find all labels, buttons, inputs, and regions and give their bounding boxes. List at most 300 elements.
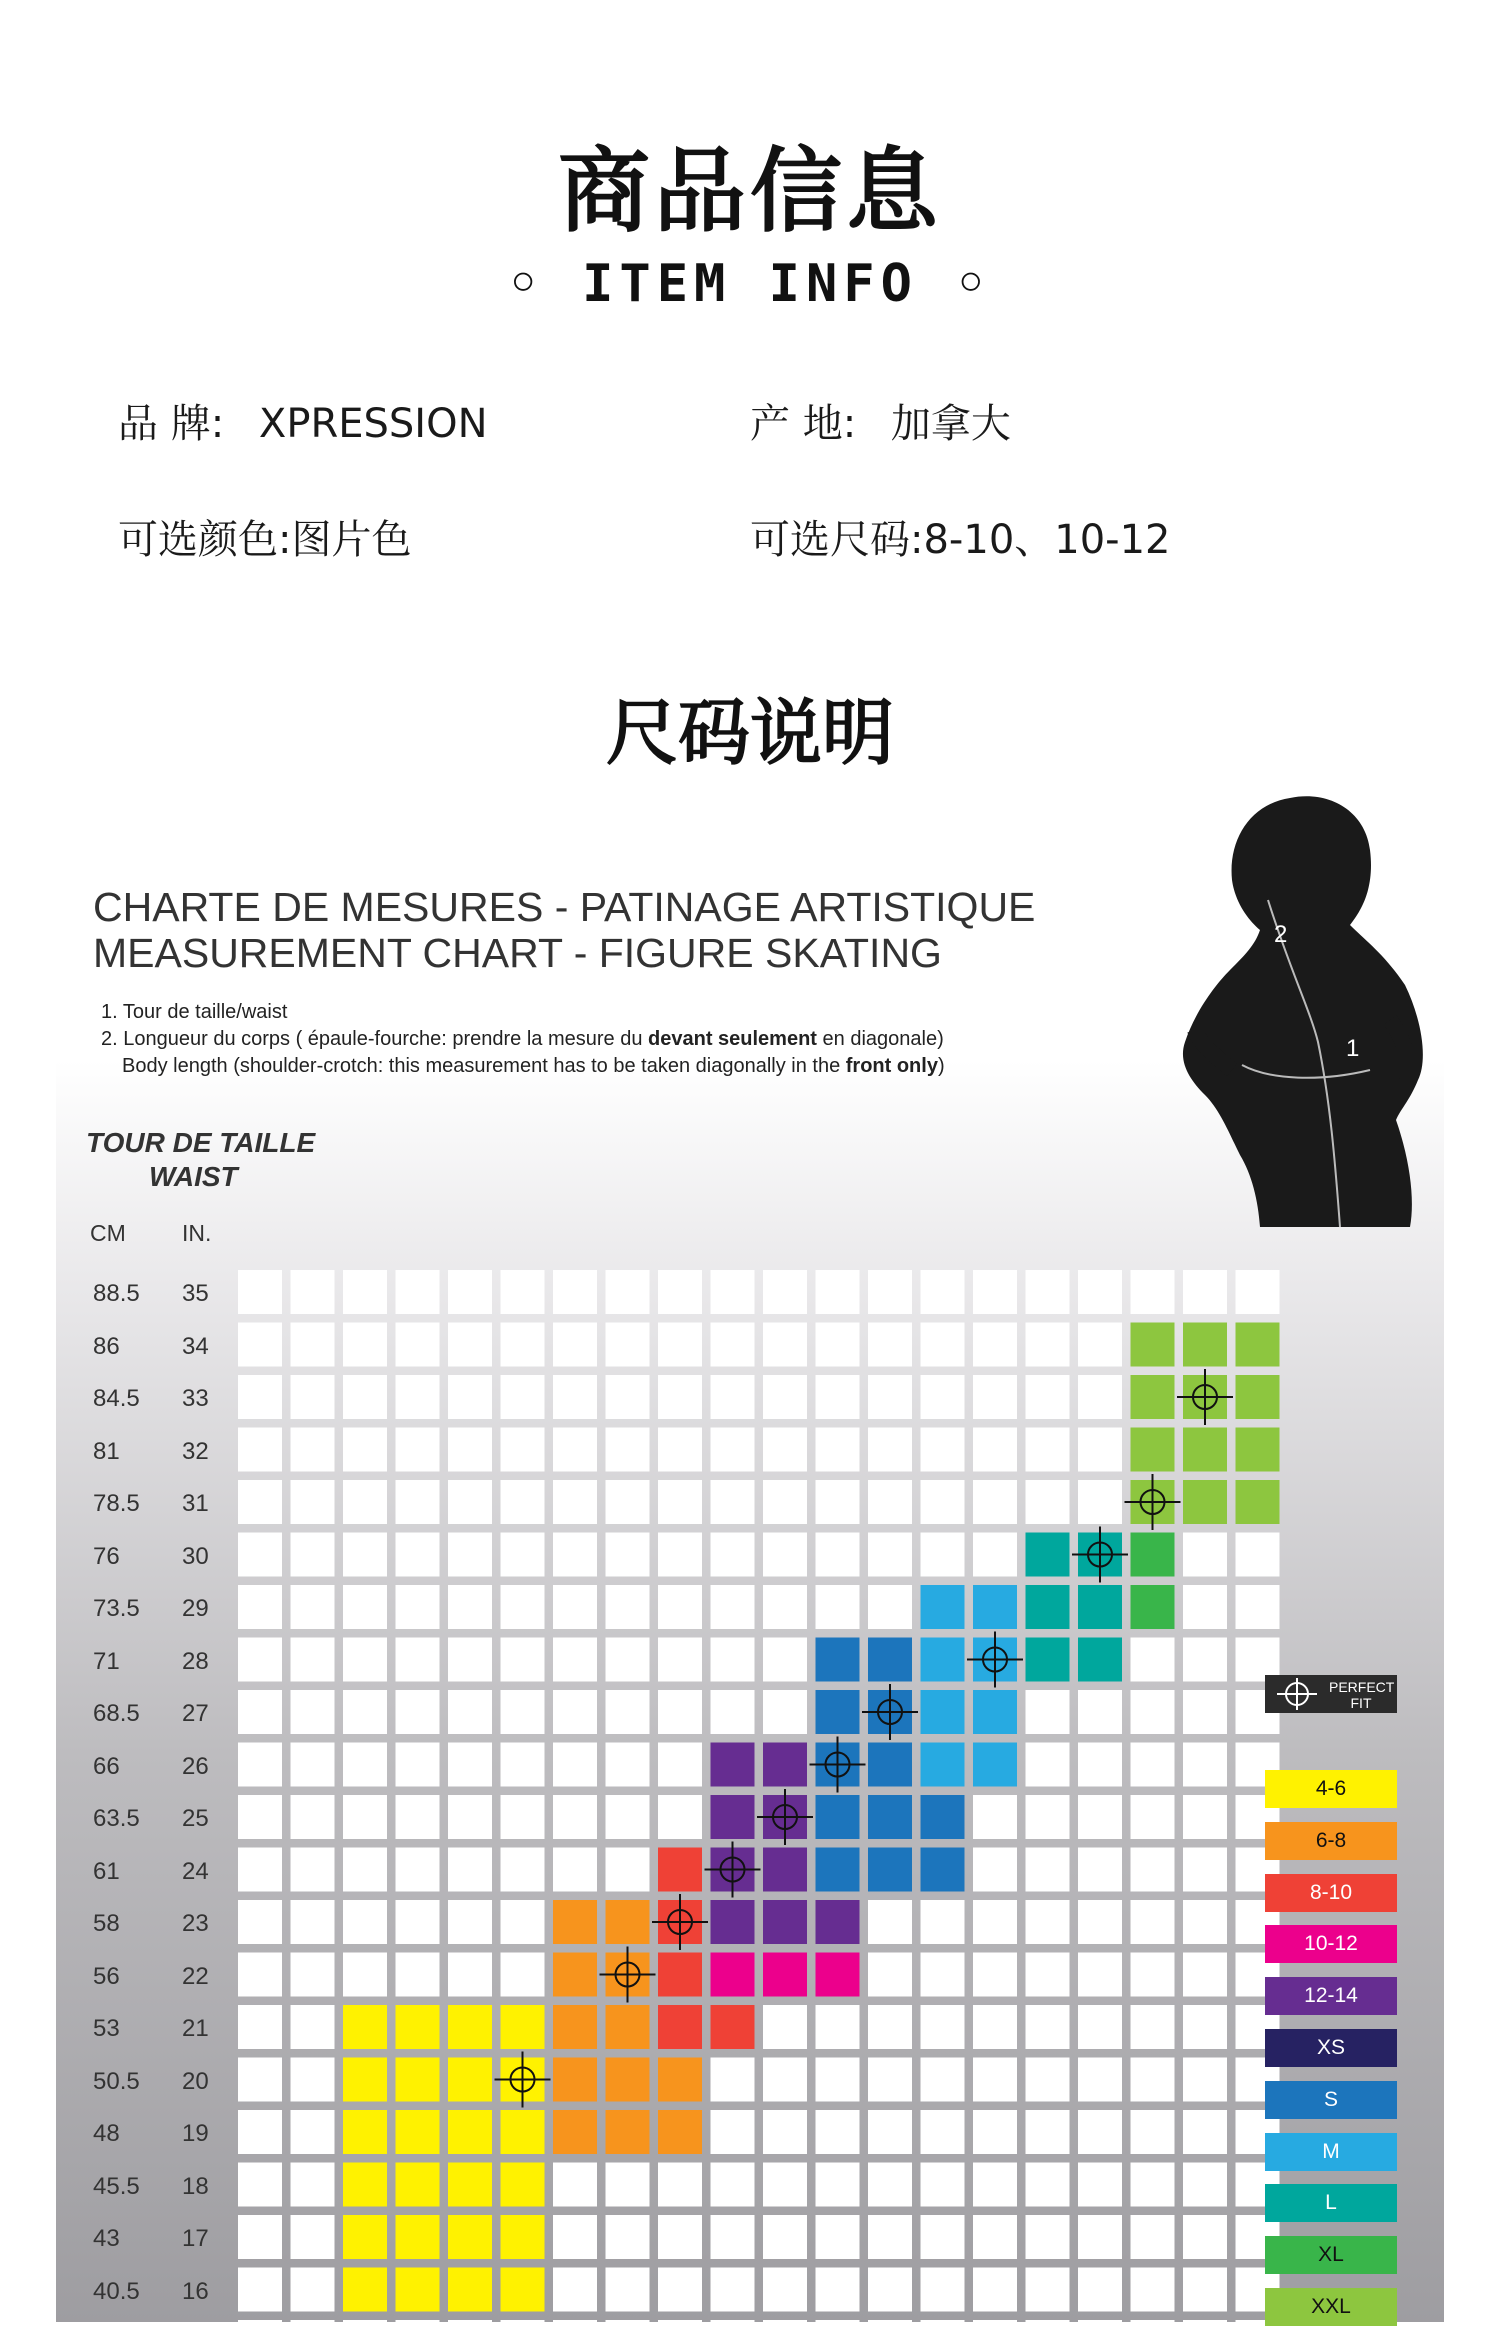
- grid-cell: [711, 1270, 755, 1314]
- size-cell: [711, 1795, 755, 1839]
- grid-cell: [868, 1375, 912, 1419]
- note-length-fr-bold: devant seulement: [648, 1028, 817, 1050]
- size-value: 8-10、10-12: [923, 517, 1171, 563]
- grid-cell: [763, 1480, 807, 1524]
- grid-cell: [501, 1690, 545, 1734]
- grid-cell: [238, 2005, 282, 2049]
- grid-cell: [606, 1270, 650, 1314]
- size-cell: [763, 1743, 807, 1787]
- grid-cell: [343, 1270, 387, 1314]
- grid-cell: [763, 1690, 807, 1734]
- grid-cell: [606, 2163, 650, 2207]
- grid-cell: [763, 1585, 807, 1629]
- axis-title-en: WAIST: [149, 1161, 238, 1192]
- grid-cell: [238, 1638, 282, 1682]
- row-label-cm: 61: [93, 1857, 120, 1885]
- size-cell: [448, 2058, 492, 2102]
- grid-cell: [1078, 2163, 1122, 2207]
- grid-cell: [396, 1743, 440, 1787]
- row-label-in: 18: [182, 2172, 209, 2200]
- size-cell: [921, 1795, 965, 1839]
- grid-cell: [1236, 1585, 1280, 1629]
- grid-cell: [1183, 1900, 1227, 1944]
- grid-cell: [606, 2268, 650, 2312]
- grid-cell: [501, 1585, 545, 1629]
- size-cell: [553, 2058, 597, 2102]
- row-label-cm: 66: [93, 1752, 120, 1780]
- size-cell: [1131, 1428, 1175, 1472]
- size-cell: [868, 1638, 912, 1682]
- grid-cell: [553, 1743, 597, 1787]
- row-label-in: 31: [182, 1490, 209, 1517]
- grid-cell: [868, 2268, 912, 2312]
- grid-cell: [238, 1323, 282, 1367]
- size-cell: [1131, 1375, 1175, 1419]
- row-label-in: 21: [182, 2015, 209, 2042]
- grid-cell: [238, 2215, 282, 2259]
- size-cell: [763, 1848, 807, 1892]
- grid-cell: [501, 1743, 545, 1787]
- grid-cell: [658, 1795, 702, 1839]
- grid-cell: [868, 2110, 912, 2154]
- grid-cell: [238, 1953, 282, 1997]
- grid-cell: [816, 2215, 860, 2259]
- row-label-in: 22: [182, 1962, 209, 1990]
- grid-cell: [1078, 1428, 1122, 1472]
- grid-cell: [1183, 1743, 1227, 1787]
- row-label-cm: 84.5: [93, 1385, 140, 1412]
- grid-cell: [553, 1533, 597, 1577]
- note-length-en-text: Body length (shoulder-crotch: this measurement has to be taken diagonally in the: [122, 1055, 846, 1077]
- size-cell: [501, 2268, 545, 2312]
- row-label-in: 28: [182, 1647, 209, 1675]
- grid-cell: [291, 1323, 335, 1367]
- grid-cell: [1183, 1953, 1227, 1997]
- grid-cell: [1236, 1270, 1280, 1314]
- grid-cell: [763, 1638, 807, 1682]
- grid-cell: [816, 1585, 860, 1629]
- size-cell: [343, 2110, 387, 2154]
- grid-cell: [868, 1428, 912, 1472]
- grid-cell: [553, 2268, 597, 2312]
- grid-cell: [291, 1795, 335, 1839]
- grid-cell: [396, 1638, 440, 1682]
- grid-cell: [921, 1480, 965, 1524]
- grid-cell: [1183, 1638, 1227, 1682]
- size-cell: [921, 1743, 965, 1787]
- row-label-in: 23: [182, 1910, 209, 1937]
- grid-cell: [606, 1795, 650, 1839]
- grid-cell: [396, 1270, 440, 1314]
- grid-cell: [973, 2005, 1017, 2049]
- grid-cell: [553, 2215, 597, 2259]
- size-cell: [711, 2005, 755, 2049]
- legend-perfect-fit: [1265, 1675, 1397, 1713]
- row-label-in: 25: [182, 1805, 209, 1832]
- grid-cell: [291, 1375, 335, 1419]
- grid-cell: [238, 1480, 282, 1524]
- grid-cell: [1026, 1848, 1070, 1892]
- size-cell: [1078, 1638, 1122, 1682]
- size-cell: [396, 2110, 440, 2154]
- size-cell: [1131, 1533, 1175, 1577]
- grid-cell: [238, 1375, 282, 1419]
- grid-cell: [238, 1585, 282, 1629]
- grid-cell: [658, 1533, 702, 1577]
- size-cell: [501, 2110, 545, 2154]
- grid-cell: [1026, 1743, 1070, 1787]
- size-cell: [921, 1848, 965, 1892]
- size-cell: [448, 2163, 492, 2207]
- grid-cell: [553, 2163, 597, 2207]
- row-label-in: 24: [182, 1857, 209, 1885]
- crosshair-icon: [1271, 1675, 1331, 1713]
- note-length-fr-text: 2. Longueur du corps ( épaule-fourche: prendre la mesure du: [101, 1028, 649, 1050]
- grid-cell: [816, 2110, 860, 2154]
- grid-cell: [1183, 2215, 1227, 2259]
- grid-cell: [1183, 1270, 1227, 1314]
- size-cell: [396, 2058, 440, 2102]
- size-cell: [343, 2163, 387, 2207]
- size-cell: [1026, 1638, 1070, 1682]
- grid-cell: [501, 1638, 545, 1682]
- grid-cell: [291, 2005, 335, 2049]
- grid-cell: [763, 2163, 807, 2207]
- grid-cell: [1183, 2110, 1227, 2154]
- grid-cell: [711, 2268, 755, 2312]
- size-cell: [553, 2005, 597, 2049]
- grid-cell: [921, 1533, 965, 1577]
- grid-cell: [921, 2268, 965, 2312]
- grid-cell: [238, 2110, 282, 2154]
- note-length-en-end: ): [937, 1055, 945, 1077]
- legend-item-4-6: 4-6: [1265, 1770, 1397, 1808]
- size-cell: [816, 1795, 860, 1839]
- grid-cell: [606, 1480, 650, 1524]
- brand-label: 品 牌:: [118, 401, 225, 447]
- grid-cell: [501, 1900, 545, 1944]
- unit-cm: CM: [90, 1220, 126, 1246]
- grid-cell: [973, 1900, 1017, 1944]
- size-cell: [711, 1953, 755, 1997]
- grid-cell: [1026, 2215, 1070, 2259]
- grid-cell: [763, 1428, 807, 1472]
- grid-cell: [1026, 2058, 1070, 2102]
- grid-cell: [1131, 2215, 1175, 2259]
- grid-cell: [763, 1375, 807, 1419]
- grid-cell: [763, 1533, 807, 1577]
- size-cell: [396, 2215, 440, 2259]
- row-label-in: 19: [182, 2120, 209, 2147]
- size-cell: [973, 1585, 1017, 1629]
- grid-cell: [1131, 1270, 1175, 1314]
- grid-cell: [868, 1270, 912, 1314]
- grid-cell: [658, 1585, 702, 1629]
- grid-cell: [448, 1900, 492, 1944]
- grid-cell: [291, 2058, 335, 2102]
- grid-cell: [816, 2058, 860, 2102]
- grid-cell: [1183, 1533, 1227, 1577]
- grid-cell: [343, 1533, 387, 1577]
- grid-cell: [868, 1533, 912, 1577]
- grid-cell: [763, 2058, 807, 2102]
- brand-value: XPRESSION: [258, 401, 488, 447]
- row-label-cm: 73.5: [93, 1595, 140, 1622]
- grid-cell: [1078, 1270, 1122, 1314]
- grid-cell: [973, 2268, 1017, 2312]
- size-cell: [711, 1743, 755, 1787]
- grid-cell: [396, 1848, 440, 1892]
- size-cell: [658, 2058, 702, 2102]
- size-cell: [501, 2163, 545, 2207]
- grid-cell: [448, 1323, 492, 1367]
- grid-cell: [396, 1480, 440, 1524]
- grid-cell: [291, 1480, 335, 1524]
- grid-cell: [816, 1428, 860, 1472]
- grid-cell: [1183, 1848, 1227, 1892]
- size-cell: [658, 2005, 702, 2049]
- grid-cell: [343, 1638, 387, 1682]
- size-cell: [658, 2110, 702, 2154]
- grid-cell: [448, 1848, 492, 1892]
- row-label-in: 26: [182, 1752, 209, 1780]
- size-cell: [396, 2005, 440, 2049]
- grid-cell: [658, 2163, 702, 2207]
- grid-cell: [868, 1585, 912, 1629]
- row-label-in: 30: [182, 1542, 209, 1570]
- legend-perfect-label: PERFECT FIT: [1329, 1679, 1395, 1711]
- size-cell: [448, 2005, 492, 2049]
- grid-cell: [921, 1428, 965, 1472]
- grid-cell: [1026, 1795, 1070, 1839]
- size-cell: [868, 1848, 912, 1892]
- legend-item-xxl: XXL: [1265, 2288, 1397, 2326]
- grid-cell: [291, 1743, 335, 1787]
- grid-cell: [606, 1585, 650, 1629]
- size-cell: [1183, 1428, 1227, 1472]
- grid-cell: [711, 1375, 755, 1419]
- grid-cell: [343, 1953, 387, 1997]
- grid-cell: [658, 1743, 702, 1787]
- note-length-en-bold: front only: [845, 1055, 938, 1077]
- size-cell: [763, 1953, 807, 1997]
- grid-cell: [1078, 1375, 1122, 1419]
- chart-title-fr: CHARTE DE MESURES - PATINAGE ARTISTIQUE: [93, 884, 1036, 930]
- row-label-cm: 76: [93, 1542, 120, 1570]
- legend-item-8-10: 8-10: [1265, 1874, 1397, 1912]
- grid-cell: [1183, 1690, 1227, 1734]
- grid-cell: [1131, 2268, 1175, 2312]
- grid-cell: [868, 2058, 912, 2102]
- grid-cell: [1131, 1795, 1175, 1839]
- grid-cell: [553, 1795, 597, 1839]
- grid-cell: [448, 1270, 492, 1314]
- origin-value: 加拿大: [890, 401, 1011, 447]
- grid-cell: [1183, 2268, 1227, 2312]
- grid-cell: [1078, 2005, 1122, 2049]
- row-label-in: 32: [182, 1437, 209, 1465]
- size-cell: [973, 1690, 1017, 1734]
- grid-cell: [868, 1900, 912, 1944]
- legend-item-xl: XL: [1265, 2236, 1397, 2274]
- note-length-fr-end: en diagonale): [816, 1028, 944, 1050]
- grid-cell: [921, 1900, 965, 1944]
- grid-cell: [1026, 1428, 1070, 1472]
- size-cell: [553, 2110, 597, 2154]
- grid-cell: [763, 2215, 807, 2259]
- grid-cell: [816, 1375, 860, 1419]
- legend-item-l: L: [1265, 2184, 1397, 2222]
- size-cell: [921, 1690, 965, 1734]
- grid-cell: [343, 1375, 387, 1419]
- grid-cell: [343, 1900, 387, 1944]
- size-cell: [711, 1900, 755, 1944]
- page-subtitle: ◦ ITEM INFO ◦: [507, 254, 993, 314]
- grid-cell: [763, 2268, 807, 2312]
- section-title: 尺码说明: [605, 691, 894, 775]
- size-cell: [1026, 1585, 1070, 1629]
- grid-cell: [448, 1743, 492, 1787]
- grid-cell: [396, 1323, 440, 1367]
- grid-cell: [816, 1323, 860, 1367]
- grid-cell: [501, 1795, 545, 1839]
- grid-cell: [921, 2163, 965, 2207]
- grid-cell: [711, 1690, 755, 1734]
- grid-cell: [1131, 1743, 1175, 1787]
- grid-cell: [238, 1270, 282, 1314]
- grid-cell: [816, 2005, 860, 2049]
- grid-cell: [501, 1375, 545, 1419]
- size-cell: [501, 2215, 545, 2259]
- grid-cell: [1131, 1953, 1175, 1997]
- row-label-cm: 63.5: [93, 1805, 140, 1832]
- row-label-in: 20: [182, 2067, 209, 2095]
- grid-cell: [973, 1480, 1017, 1524]
- grid-cell: [816, 2163, 860, 2207]
- grid-cell: [238, 2058, 282, 2102]
- grid-cell: [1131, 2058, 1175, 2102]
- grid-cell: [1183, 1795, 1227, 1839]
- grid-cell: [921, 1323, 965, 1367]
- size-cell: [501, 2005, 545, 2049]
- size-cell: [1183, 1323, 1227, 1367]
- grid-cell: [553, 1323, 597, 1367]
- grid-cell: [238, 1848, 282, 1892]
- grid-cell: [501, 1953, 545, 1997]
- grid-cell: [606, 1848, 650, 1892]
- row-label-cm: 71: [93, 1647, 120, 1675]
- grid-cell: [921, 1270, 965, 1314]
- grid-cell: [396, 1533, 440, 1577]
- grid-cell: [973, 2163, 1017, 2207]
- origin-label: 产 地:: [750, 401, 857, 447]
- row-label-cm: 40.5: [93, 2277, 140, 2305]
- grid-cell: [921, 2110, 965, 2154]
- size-cell: [1026, 1533, 1070, 1577]
- grid-cell: [711, 1638, 755, 1682]
- grid-cell: [1026, 2268, 1070, 2312]
- grid-cell: [291, 1953, 335, 1997]
- grid-cell: [921, 2058, 965, 2102]
- grid-cell: [291, 2110, 335, 2154]
- grid-cell: [553, 1270, 597, 1314]
- size-cell: [606, 2058, 650, 2102]
- grid-cell: [868, 2215, 912, 2259]
- grid-cell: [1026, 1900, 1070, 1944]
- grid-cell: [921, 2005, 965, 2049]
- size-cell: [816, 1953, 860, 1997]
- grid-cell: [1078, 1323, 1122, 1367]
- grid-cell: [606, 1375, 650, 1419]
- grid-cell: [1183, 1585, 1227, 1629]
- grid-cell: [1131, 2005, 1175, 2049]
- grid-cell: [501, 1533, 545, 1577]
- legend-item-xs: XS: [1265, 2029, 1397, 2067]
- chart-title-en: MEASUREMENT CHART - FIGURE SKATING: [93, 930, 942, 976]
- grid-cell: [658, 2215, 702, 2259]
- grid-cell: [1131, 2163, 1175, 2207]
- grid-cell: [1026, 2110, 1070, 2154]
- grid-cell: [973, 2215, 1017, 2259]
- size-cell: [973, 1743, 1017, 1787]
- size-cell: [1236, 1428, 1280, 1472]
- row-label-in: 35: [182, 1280, 209, 1307]
- grid-cell: [396, 1953, 440, 1997]
- legend-item-10-12: 10-12: [1265, 1925, 1397, 1963]
- grid-cell: [921, 1953, 965, 1997]
- grid-cell: [448, 1953, 492, 1997]
- grid-cell: [921, 1375, 965, 1419]
- grid-cell: [396, 1900, 440, 1944]
- grid-cell: [711, 2215, 755, 2259]
- grid-cell: [1026, 2163, 1070, 2207]
- grid-cell: [291, 2163, 335, 2207]
- grid-cell: [343, 1323, 387, 1367]
- grid-cell: [1131, 1638, 1175, 1682]
- grid-cell: [711, 1533, 755, 1577]
- grid-cell: [1131, 1690, 1175, 1734]
- grid-cell: [238, 1900, 282, 1944]
- grid-cell: [291, 2268, 335, 2312]
- grid-cell: [553, 1690, 597, 1734]
- row-label-cm: 68.5: [93, 1700, 140, 1727]
- grid-cell: [658, 2268, 702, 2312]
- grid-cell: [973, 2058, 1017, 2102]
- grid-cell: [763, 2110, 807, 2154]
- grid-cell: [291, 2215, 335, 2259]
- size-cell: [1078, 1585, 1122, 1629]
- grid-cell: [606, 1743, 650, 1787]
- grid-cell: [553, 1428, 597, 1472]
- size-cell: [816, 1900, 860, 1944]
- grid-cell: [291, 1638, 335, 1682]
- grid-cell: [396, 1428, 440, 1472]
- grid-cell: [658, 1690, 702, 1734]
- grid-cell: [501, 1848, 545, 1892]
- grid-cell: [343, 1690, 387, 1734]
- size-cell: [343, 2005, 387, 2049]
- grid-cell: [868, 2005, 912, 2049]
- grid-cell: [606, 1533, 650, 1577]
- size-cell: [448, 2215, 492, 2259]
- grid-cell: [448, 1638, 492, 1682]
- grid-cell: [816, 1270, 860, 1314]
- grid-cell: [553, 1375, 597, 1419]
- grid-cell: [973, 1270, 1017, 1314]
- row-label-in: 34: [182, 1332, 209, 1360]
- grid-cell: [291, 1270, 335, 1314]
- size-cell: [1236, 1480, 1280, 1524]
